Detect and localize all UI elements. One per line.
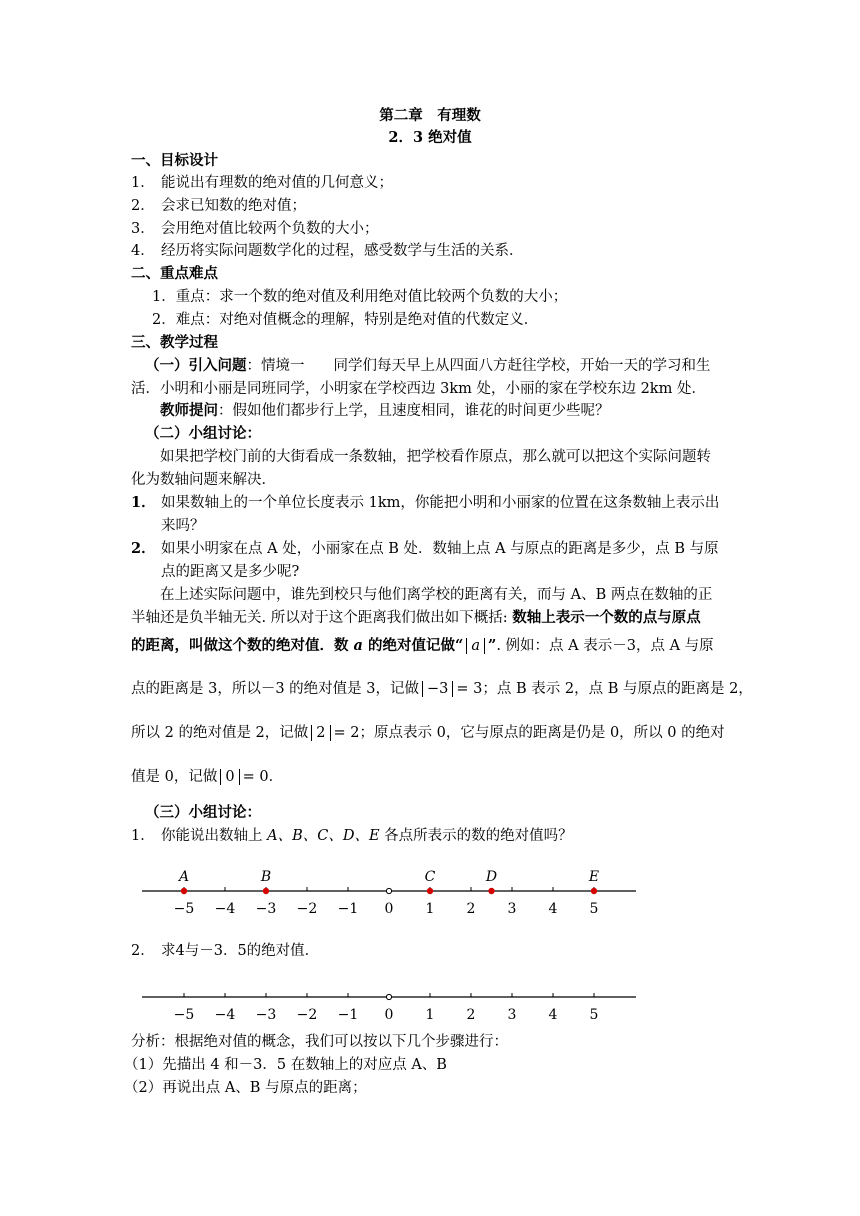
goals-heading: 一、目标设计 <box>131 152 218 169</box>
axis1-origin-mark <box>386 888 391 893</box>
abs-notation-2: 2 <box>311 725 330 741</box>
discussion-intro-1: 如果把学校门前的大街看成一条数轴，把学校看作原点，那么就可以把这个实际问题转 <box>160 449 711 465</box>
goal-item-2: 2． 会求已知数的绝对值； <box>131 198 306 214</box>
analysis-step-1: （1）先描出 4 和－3．5 在数轴上的对应点 A、B <box>124 1057 447 1073</box>
analysis-step-2: （2）再说出点 A、B 与原点的距离； <box>124 1080 367 1096</box>
paragraph-line-4: 点的距离是 3，所以－3 的绝对值是 3，记做 −3 = 3；点 B 表示 2，点 B 与原点的距离是 2， <box>131 681 753 697</box>
axis2-tick-label: 1 <box>425 1007 435 1023</box>
goal-item-4: 4． 经历将实际问题数学化的过程，感受数学与生活的关系． <box>131 243 524 259</box>
axis1-point-label-e: E <box>588 869 600 885</box>
abs-notation-a: a <box>466 638 485 654</box>
keypoints-heading: 二、重点难点 <box>131 265 218 282</box>
axis1-tick-label: −1 <box>337 901 359 917</box>
paragraph-line-1: 在上述实际问题中，谁先到校只与他们离学校的距离有关，而与 A、B 两点在数轴的正 <box>160 587 713 603</box>
paragraph-line-2: 半轴还是负半轴无关. 所以对于这个距离我们做出如下概括: 数轴上表示一个数的点与原点 <box>131 609 701 626</box>
axis1-tick-label: 2 <box>466 901 476 917</box>
goal-item-1: 1． 能说出有理数的绝对值的几何意义； <box>131 175 393 191</box>
question-1-line-1: 1． 如果数轴上的一个单位长度表示 1km，你能把小明和小丽家的位置在这条数轴上表示出 <box>131 494 720 511</box>
axis1-point-e <box>591 888 597 894</box>
axis1-tick-label: 0 <box>384 901 394 917</box>
axis1-tick-label: −4 <box>214 901 236 917</box>
exercise-1: 1． 你能说出数轴上 A、B、C、D、E 各点所表示的数的绝对值吗？ <box>131 828 573 844</box>
axis1-point-label-a: A <box>178 869 190 885</box>
axis2-origin-mark <box>386 994 391 999</box>
axis1-point-b <box>263 888 269 894</box>
axis2-tick-label: 2 <box>466 1007 476 1023</box>
axis2-tick-label: −2 <box>296 1007 318 1023</box>
group-discussion-3-heading: （三）小组讨论： <box>145 804 261 821</box>
axis2-tick-label: 3 <box>507 1007 517 1023</box>
axis1-point-label-d: D <box>485 869 498 885</box>
number-line-2-svg <box>140 972 640 1022</box>
number-line-1-svg <box>140 866 640 916</box>
intro-line-2: 活．小明和小丽是同班同学，小明家在学校西边 3km 处，小丽的家在学校东边 2km 处． <box>131 381 706 397</box>
question-2-line-2: 点的距离又是多少呢? <box>161 564 300 580</box>
axis2-tick-label: −4 <box>214 1007 236 1023</box>
axis1-tick-label: −3 <box>255 901 277 917</box>
axis2-tick-label: −3 <box>255 1007 277 1023</box>
axis2-tick-label: −5 <box>173 1007 195 1023</box>
axis1-point-d <box>488 888 494 894</box>
axis1-point-c <box>427 888 433 894</box>
analysis-text: 分析：根据绝对值的概念，我们可以按以下几个步骤进行： <box>131 1034 508 1050</box>
paragraph-line-6: 值是 0，记做 0 = 0． <box>131 769 284 785</box>
axis1-tick-label: 4 <box>548 901 558 917</box>
keypoint-item-1: 1．重点：求一个数的绝对值及利用绝对值比较两个负数的大小； <box>152 289 568 305</box>
group-discussion-2-heading: （二）小组讨论： <box>145 425 261 442</box>
axis2-tick-label: 4 <box>548 1007 558 1023</box>
axis2-tick-label: 5 <box>589 1007 599 1023</box>
axis2-tick-label: −1 <box>337 1007 359 1023</box>
axis1-tick-label: −5 <box>173 901 195 917</box>
abs-notation-0: 0 <box>220 769 239 785</box>
chapter-title: 第二章 有理数 <box>379 107 481 124</box>
number-line-2 <box>140 972 640 1022</box>
teacher-question: 教师提问：假如他们都步行上学，且速度相同，谁花的时间更少些呢？ <box>160 402 610 419</box>
goal-item-3: 3． 会用绝对值比较两个负数的大小； <box>131 221 379 237</box>
exercise-2: 2． 求4与－3．5的绝对值． <box>131 943 320 959</box>
axis1-point-label-c: C <box>424 869 436 885</box>
section-title: 2．3 绝对值 <box>388 129 472 146</box>
discussion-intro-2: 化为数轴问题来解决． <box>131 472 276 488</box>
number-line-1 <box>140 866 640 916</box>
process-heading: 三、教学过程 <box>131 334 218 351</box>
axis1-tick-label: 5 <box>589 901 599 917</box>
question-2-line-1: 2． 如果小明家在点 A 处，小丽家在点 B 处．数轴上点 A 与原点的距离是多少，点 B 与原 <box>131 540 719 557</box>
axis1-point-label-b: B <box>260 869 272 885</box>
axis1-tick-label: 1 <box>425 901 435 917</box>
paragraph-line-5: 所以 2 的绝对值是 2，记做 2 = 2；原点表示 0，它与原点的距离是仍是 0，所以 0 的绝对 <box>131 725 725 741</box>
axis2-tick-label: 0 <box>384 1007 394 1023</box>
abs-notation-neg3: −3 <box>422 681 453 697</box>
axis1-point-a <box>181 888 187 894</box>
keypoint-item-2: 2．难点：对绝对值概念的理解，特别是绝对值的代数定义． <box>152 312 539 328</box>
paragraph-line-3-definition: 的距离，叫做这个数的绝对值．数 a 的绝对值记做“ a ”. 例如：点 A 表示－3，点 A 与原 <box>131 637 714 654</box>
intro-line-1: （一）引入问题：情境一 同学们每天早上从四面八方赶往学校，开始一天的学习和生 <box>145 357 711 374</box>
axis1-tick-label: 3 <box>507 901 517 917</box>
question-1-line-2: 来吗？ <box>161 518 205 534</box>
axis1-tick-label: −2 <box>296 901 318 917</box>
